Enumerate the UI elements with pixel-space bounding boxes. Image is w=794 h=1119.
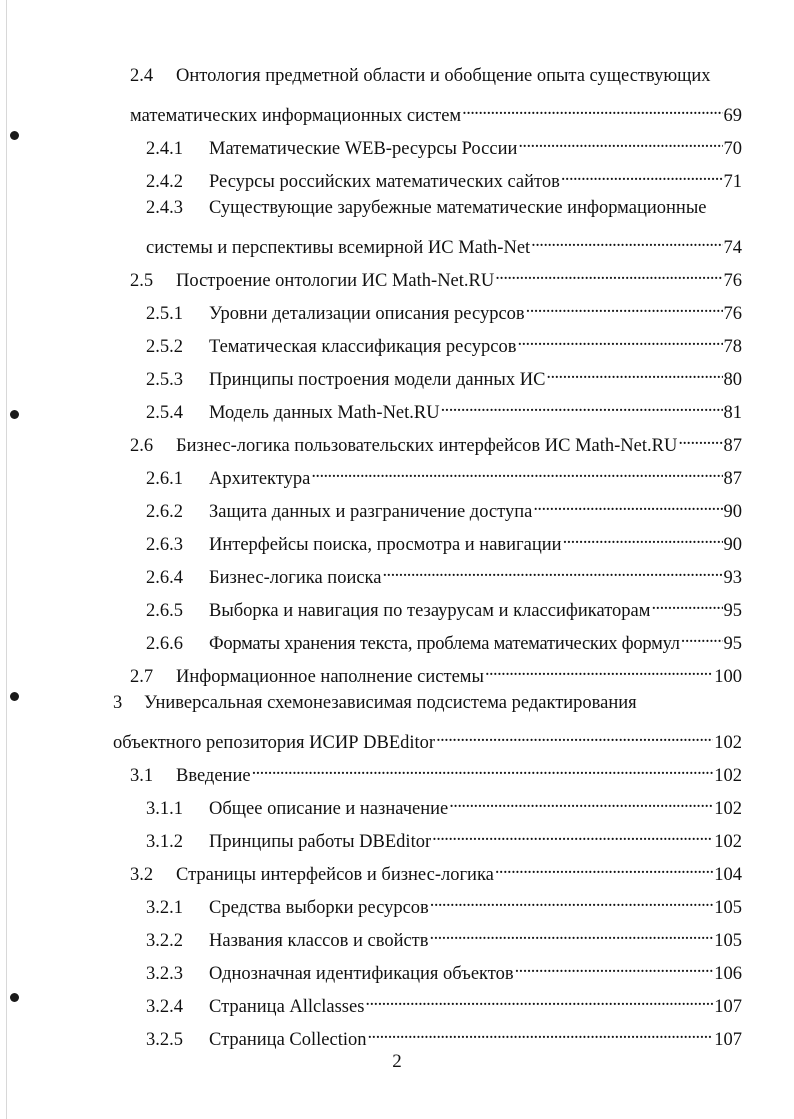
binder-hole-marker (10, 131, 19, 140)
toc-entry-number: 2.5.3 (146, 370, 183, 390)
toc-entry-number: 2.7 (130, 667, 154, 687)
toc-entry-subsection[interactable] (146, 625, 742, 654)
toc-entry-page: 107 (714, 997, 742, 1017)
toc-entry-number: 2.6.1 (146, 469, 183, 489)
toc-entry-title: Выборка и навигация по тезаурусам и классификаторам (209, 601, 651, 621)
toc-entry-number: 3.1 (130, 766, 154, 786)
toc-entry-title: Форматы хранения текста, проблема математических формул (209, 634, 680, 654)
toc-entry-title: Тематическая классификация ресурсов (209, 337, 517, 357)
toc-leader-dots (432, 823, 713, 847)
scan-edge-line (6, 0, 7, 1119)
toc-entry-subsection[interactable] (146, 196, 736, 220)
toc-entry-subsection[interactable] (146, 130, 742, 159)
toc-leader-dots (436, 724, 713, 748)
toc-entry-page: 105 (714, 931, 742, 951)
toc-leader-dots (495, 262, 722, 286)
toc-entry-number: 2.6.2 (146, 502, 183, 522)
toc-entry-page: 102 (714, 799, 742, 819)
toc-entry-title: Защита данных и разграничение доступа (209, 502, 533, 522)
toc-entry-page: 95 (723, 634, 742, 654)
toc-entry-number: 2.5.1 (146, 304, 183, 324)
toc-entry-subsection[interactable] (146, 790, 742, 819)
page-number: 2 (392, 1051, 402, 1072)
toc-entry-page: 87 (723, 469, 742, 489)
toc-entry-subsection[interactable] (146, 1021, 742, 1050)
toc-entry-subsection[interactable] (146, 493, 742, 522)
toc-entry-number: 2.5.2 (146, 337, 183, 357)
toc-entry-title: Существующие зарубежные математические информационные (209, 198, 707, 218)
toc-entry-page: 90 (723, 535, 742, 555)
toc-leader-dots (531, 229, 722, 253)
toc-entry-title: Построение онтологии ИС Math-Net.RU (176, 271, 495, 291)
toc-leader-dots (365, 988, 713, 1012)
binder-hole-marker (10, 410, 19, 419)
toc-entry-section[interactable] (130, 262, 742, 291)
toc-entry-chapter[interactable] (113, 691, 673, 715)
toc-entry-number: 2.4.3 (146, 198, 183, 218)
binder-hole-marker (10, 692, 19, 701)
toc-entry-number: 2.5 (130, 271, 154, 291)
toc-entry-title: Средства выборки ресурсов (209, 898, 429, 918)
toc-leader-dots (651, 592, 722, 616)
toc-entry-page: 102 (714, 832, 742, 852)
toc-leader-dots (515, 955, 714, 979)
toc-entry-page: 69 (723, 106, 742, 126)
toc-leader-dots (526, 295, 723, 319)
toc-entry-title: Однозначная идентификация объектов (209, 964, 514, 984)
toc-entry-page: 104 (714, 865, 742, 885)
toc-leader-dots (449, 790, 713, 814)
toc-entry-number: 3.2.3 (146, 964, 183, 984)
toc-leader-dots (561, 163, 723, 187)
toc-leader-dots (430, 922, 714, 946)
toc-entry-subsection[interactable] (146, 328, 742, 357)
toc-leader-dots (311, 460, 722, 484)
toc-entry-subsection[interactable] (146, 955, 742, 984)
toc-entry-page: 76 (723, 271, 742, 291)
toc-entry-title: математических информационных систем (130, 106, 462, 126)
toc-entry-number: 2.5.4 (146, 403, 183, 423)
toc-entry-title: системы и перспективы всемирной ИС Math-Net (146, 238, 531, 258)
toc-entry-number: 3.2.5 (146, 1030, 183, 1050)
toc-entry-title: Страница Collection (209, 1030, 367, 1050)
toc-entry-title: Универсальная схемонезависимая подсистема редактирования (144, 693, 637, 713)
toc-entry-subsection[interactable] (146, 163, 742, 192)
toc-entry-subsection[interactable] (146, 361, 742, 390)
toc-entry-subsection[interactable] (146, 922, 742, 951)
toc-entry-number: 3.1.1 (146, 799, 183, 819)
toc-entry-continuation[interactable] (113, 724, 742, 753)
toc-entry-subsection[interactable] (146, 559, 742, 588)
toc-entry-title: Принципы построения модели данных ИС (209, 370, 546, 390)
toc-entry-number: 2.6 (130, 436, 154, 456)
toc-entry-subsection[interactable] (146, 295, 742, 324)
toc-entry-page: 106 (714, 964, 742, 984)
toc-leader-dots (495, 856, 713, 880)
toc-entry-page: 74 (723, 238, 742, 258)
toc-entry-title: Модель данных Math-Net.RU (209, 403, 440, 423)
toc-entry-title: Уровни детализации описания ресурсов (209, 304, 525, 324)
toc-leader-dots (546, 361, 722, 385)
toc-entry-section[interactable] (130, 427, 742, 456)
toc-entry-page: 81 (723, 403, 742, 423)
toc-entry-subsection[interactable] (146, 526, 742, 555)
toc-entry-title: Бизнес-логика поиска (209, 568, 382, 588)
toc-entry-section[interactable] (130, 658, 742, 687)
toc-entry-number: 2.4.2 (146, 172, 183, 192)
toc-leader-dots (462, 97, 722, 121)
toc-entry-title: Страницы интерфейсов и бизнес-логика (176, 865, 494, 885)
toc-entry-subsection[interactable] (146, 592, 742, 621)
toc-entry-title: Принципы работы DBEditor (209, 832, 432, 852)
toc-entry-number: 2.6.4 (146, 568, 183, 588)
toc-entry-page: 70 (723, 139, 742, 159)
toc-entry-subsection[interactable] (146, 889, 742, 918)
toc-leader-dots (563, 526, 723, 550)
toc-entry-page: 93 (723, 568, 742, 588)
toc-entry-page: 100 (714, 667, 742, 687)
toc-entry-number: 2.4.1 (146, 139, 183, 159)
toc-entry-page: 102 (714, 733, 742, 753)
toc-entry-title: Общее описание и назначение (209, 799, 449, 819)
toc-entry-title: Интерфейсы поиска, просмотра и навигации (209, 535, 562, 555)
toc-entry-subsection[interactable] (146, 988, 742, 1017)
toc-entry-title: Введение (176, 766, 251, 786)
toc-entry-title: Информационное наполнение системы (176, 667, 484, 687)
toc-entry-title: Математические WEB-ресурсы России (209, 139, 518, 159)
toc-leader-dots (252, 757, 714, 781)
toc-entry-page: 105 (714, 898, 742, 918)
toc-entry-title: Страница Allclasses (209, 997, 365, 1017)
toc-entry-number: 3 (113, 693, 123, 713)
toc-leader-dots (533, 493, 722, 517)
toc-entry-number: 3.2.2 (146, 931, 183, 951)
toc-entry-title: Ресурсы российских математических сайтов (209, 172, 560, 192)
toc-entry-number: 3.2 (130, 865, 154, 885)
toc-entry-subsection[interactable] (146, 460, 742, 489)
toc-entry-page: 102 (714, 766, 742, 786)
toc-entry-continuation[interactable] (146, 229, 742, 258)
toc-entry-number: 3.2.1 (146, 898, 183, 918)
toc-entry-page: 90 (723, 502, 742, 522)
toc-leader-dots (382, 559, 722, 583)
toc-leader-dots (678, 427, 722, 451)
toc-entry-page: 76 (723, 304, 742, 324)
toc-entry-section[interactable] (130, 64, 730, 88)
toc-entry-page: 107 (714, 1030, 742, 1050)
toc-entry-title: Бизнес-логика пользовательских интерфейсов ИС Math-Net.RU (176, 436, 678, 456)
toc-entry-page: 78 (723, 337, 742, 357)
toc-leader-dots (517, 328, 722, 352)
toc-entry-number: 3.1.2 (146, 832, 183, 852)
toc-entry-number: 2.6.6 (146, 634, 183, 654)
toc-entry-continuation[interactable] (130, 97, 742, 126)
toc-entry-title: Архитектура (209, 469, 311, 489)
toc-leader-dots (681, 625, 723, 649)
toc-entry-title: объектного репозитория ИСИР DBEditor (113, 733, 436, 753)
toc-entry-subsection[interactable] (146, 823, 742, 852)
binder-hole-marker (10, 993, 19, 1002)
toc-leader-dots (441, 394, 723, 418)
toc-entry-title: Онтология предметной области и обобщение опыта существующих (176, 66, 711, 86)
toc-entry-section[interactable] (130, 856, 742, 885)
toc-leader-dots (485, 658, 713, 682)
toc-entry-title: Названия классов и свойств (209, 931, 429, 951)
toc-leader-dots (518, 130, 722, 154)
toc-entry-page: 80 (723, 370, 742, 390)
toc-entry-number: 2.6.3 (146, 535, 183, 555)
toc-entry-number: 3.2.4 (146, 997, 183, 1017)
toc-entry-number: 2.6.5 (146, 601, 183, 621)
toc-leader-dots (430, 889, 713, 913)
toc-entry-subsection[interactable] (146, 394, 742, 423)
toc-entry-page: 87 (723, 436, 742, 456)
toc-entry-section[interactable] (130, 757, 742, 786)
toc-entry-page: 95 (723, 601, 742, 621)
toc-leader-dots (367, 1021, 713, 1045)
toc-entry-number: 2.4 (130, 66, 154, 86)
toc-entry-page: 71 (723, 172, 742, 192)
